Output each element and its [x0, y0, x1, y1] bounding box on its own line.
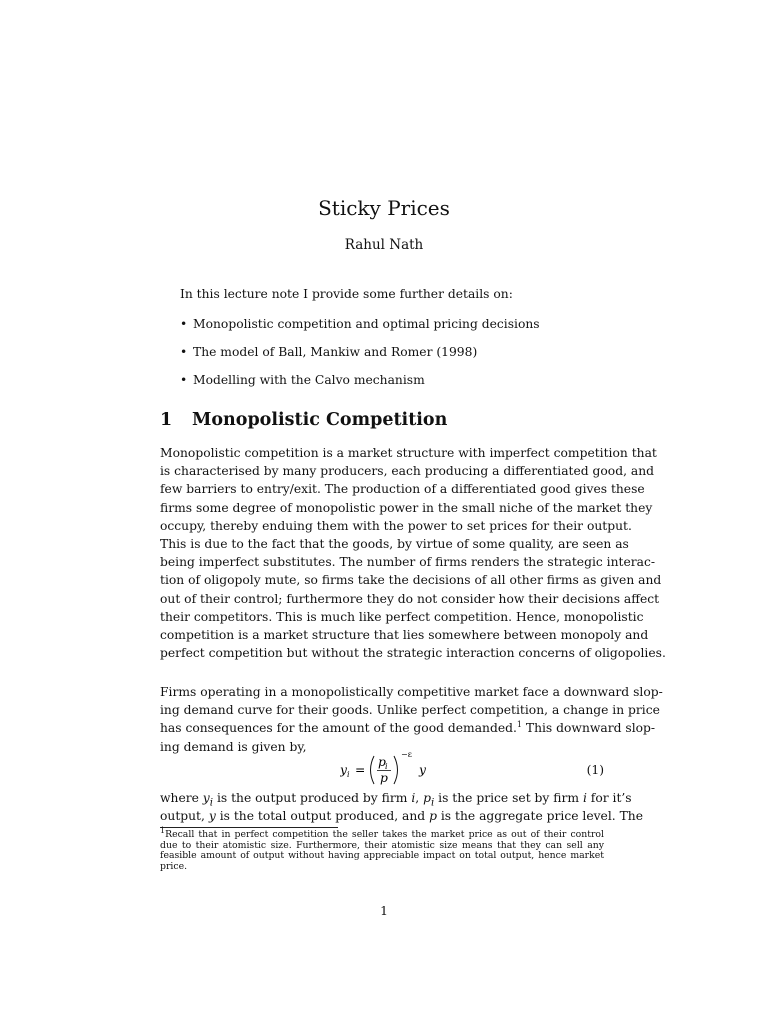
eq-denominator: p: [380, 771, 388, 785]
text-line: where $y_i$ is the output produced by firm i, $p_i$ is the price set by firm i for it’s: [160, 791, 632, 809]
text-line: out of their control; furthermore they do not consider how their decisions affect: [160, 591, 660, 606]
equation-1: [160, 752, 604, 788]
eq-rhs: y: [419, 763, 426, 777]
section-title: Monopolistic Competition: [192, 410, 448, 430]
bullet-item: • Monopolistic competition and optimal pricing decisions: [180, 317, 540, 331]
text-line: ing demand is given by,: [160, 739, 307, 754]
left-paren-icon: [371, 756, 375, 784]
text-line: This is due to the fact that the goods, by virtue of some quality, are seen as: [160, 536, 629, 551]
bullet-icon: •: [180, 345, 188, 359]
eq-lhs-sub: i: [347, 770, 350, 779]
paper-title: Sticky Prices: [318, 196, 450, 220]
author-name: Rahul Nath: [344, 237, 424, 253]
equation-number: (1): [586, 763, 604, 777]
text-line: few barriers to entry/exit. The production of a differentiated good gives these: [160, 482, 645, 497]
text-line: ing demand curve for their goods. Unlike perfect competition, a change in price: [160, 703, 660, 718]
eq-numerator-sub: i: [385, 762, 388, 771]
abstract-intro: In this lecture note I provide some further details on:: [180, 287, 513, 301]
text-line: has consequences for the amount of the good demanded.$^1$ This downward slop-: [160, 720, 656, 736]
text-line: is characterised by many producers, each producing a differentiated good, and: [160, 464, 655, 479]
demand-equation-formula: [340, 752, 460, 788]
paragraph-variable-definitions: [160, 789, 643, 825]
paragraph-monopolistic-competition: [160, 444, 666, 662]
text-line: their competitors. This is much like perfect competition. Hence, monopolistic: [160, 609, 644, 624]
footnote-1: [160, 825, 604, 872]
bullet-item: • Modelling with the Calvo mechanism: [180, 373, 425, 387]
section-number: 1: [160, 410, 173, 430]
eq-numerator: p: [378, 755, 386, 769]
footnote-line: feasible amount of output without having appreciable impact on total output, hence market: [160, 850, 604, 861]
paragraph-demand-curve: [160, 683, 663, 756]
eq-lhs: y: [340, 763, 347, 777]
bullet-icon: •: [180, 317, 188, 331]
text-line: Monopolistic competition is a market structure with imperfect competition that: [160, 446, 657, 460]
footnote-marker[interactable]: 1: [516, 720, 522, 730]
text-line: competition is a market structure that lies somewhere between monopoly and: [160, 627, 649, 642]
eq-equals: =: [355, 763, 366, 777]
footnote-marker: 1: [160, 825, 166, 835]
section-heading: [160, 410, 447, 430]
footnote-line: $^1$Recall that in perfect competition the seller takes the market price as out of their control: [160, 825, 604, 840]
text-line: output, y is the total output produced, and p is the aggregate price level. The: [160, 809, 643, 824]
abstract-bullet-list: [180, 316, 540, 400]
text-line: Firms operating in a monopolistically competitive market face a downward slop-: [160, 685, 663, 699]
text-line: occupy, thereby enduing them with the power to set prices for their output.: [160, 518, 632, 533]
eq-exponent: −ε: [401, 752, 412, 759]
page-number: 1: [380, 904, 388, 918]
footnote-line: due to their atomistic size. Furthermore, their atomistic size means that they can sell any: [160, 839, 604, 851]
footnote-divider: [160, 827, 338, 828]
bullet-item: • The model of Ball, Mankiw and Romer (1998): [180, 345, 478, 359]
right-paren-icon: [394, 756, 398, 784]
text-line: being imperfect substitutes. The number of firms renders the strategic interac-: [160, 555, 656, 570]
text-line: firms some degree of monopolistic power in the small niche of the market they: [160, 500, 653, 515]
text-line: tion of oligopoly mute, so firms take the decisions of all other firms as given and: [160, 573, 662, 588]
bullet-icon: •: [180, 373, 188, 387]
text-line: perfect competition but without the strategic interaction concerns of oligopolies.: [160, 646, 666, 661]
footnote-line: price.: [160, 860, 188, 872]
